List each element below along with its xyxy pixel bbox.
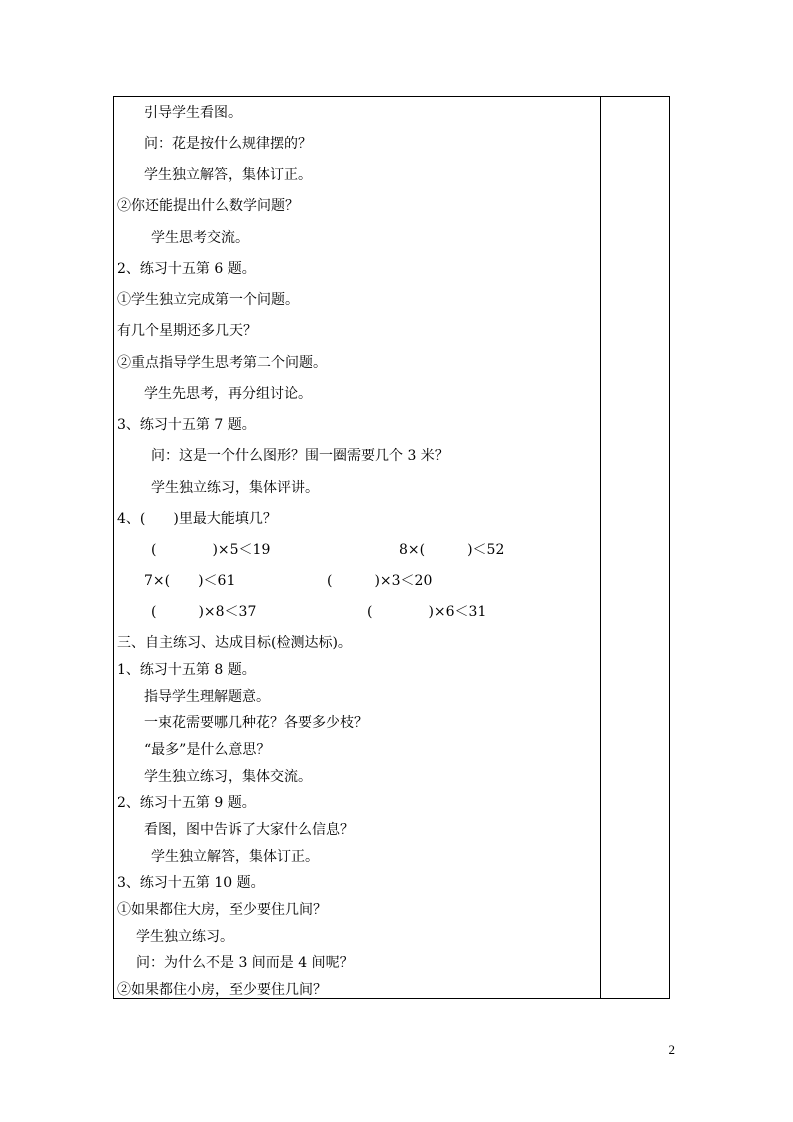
page-number: 2 (668, 1042, 675, 1057)
text-line: ①学生独立完成第一个问题。 (117, 292, 299, 308)
text-line: 学生独立练习，集体交流。 (144, 769, 312, 785)
column-divider (600, 97, 601, 998)
text-line: 学生独立解答，集体订正。 (151, 849, 319, 865)
text-line: 2、练习十五第 9 题。 (117, 795, 256, 811)
text-line: 学生先思考，再分组讨论。 (144, 386, 312, 402)
text-line: 一束花需要哪几种花？各要多少枝？ (144, 715, 368, 731)
text-line: ②重点指导学生思考第二个问题。 (117, 355, 327, 371)
math-item: ( )×6＜31 (367, 604, 487, 620)
text-line: 学生独立解答，集体订正。 (144, 167, 312, 183)
text-line: 问：这是一个什么图形？围一圈需要几个 3 米？ (151, 448, 449, 464)
math-item: 8×( )＜52 (399, 542, 505, 558)
text-line: 学生独立练习。 (136, 929, 234, 945)
text-line: “最多”是什么意思？ (144, 742, 271, 758)
math-item: ( )×5＜19 (151, 542, 271, 558)
text-line: 1、练习十五第 8 题。 (117, 662, 256, 678)
text-line: 3、练习十五第 7 题。 (117, 417, 256, 433)
math-item: ( )×8＜37 (151, 604, 257, 620)
text-line: 学生独立练习，集体评讲。 (151, 480, 319, 496)
section-heading: 三、自主练习、达成目标(检测达标)。 (117, 635, 352, 651)
text-line: 问：为什么不是 3 间而是 4 间呢？ (136, 955, 354, 971)
text-line: 指导学生理解题意。 (144, 689, 270, 705)
text-line: 有几个星期还多几天？ (117, 323, 257, 339)
text-line: 2、练习十五第 6 题。 (117, 261, 256, 277)
text-line: 问：花是按什么规律摆的？ (144, 136, 312, 152)
text-line: 4、( )里最大能填几？ (117, 511, 277, 527)
text-line: 引导学生看图。 (144, 105, 242, 121)
text-line: ①如果都住大房，至少要住几间？ (117, 902, 327, 918)
text-line: ②你还能提出什么数学问题？ (117, 198, 299, 214)
text-line: ②如果都住小房，至少要住几间？ (117, 982, 327, 998)
math-item: 7×( )＜61 (144, 573, 236, 589)
text-line: 看图，图中告诉了大家什么信息？ (144, 822, 354, 838)
lesson-plan-table (113, 96, 670, 999)
text-line: 学生思考交流。 (151, 230, 249, 246)
math-item: ( )×3＜20 (327, 573, 433, 589)
text-line: 3、练习十五第 10 题。 (117, 875, 265, 891)
